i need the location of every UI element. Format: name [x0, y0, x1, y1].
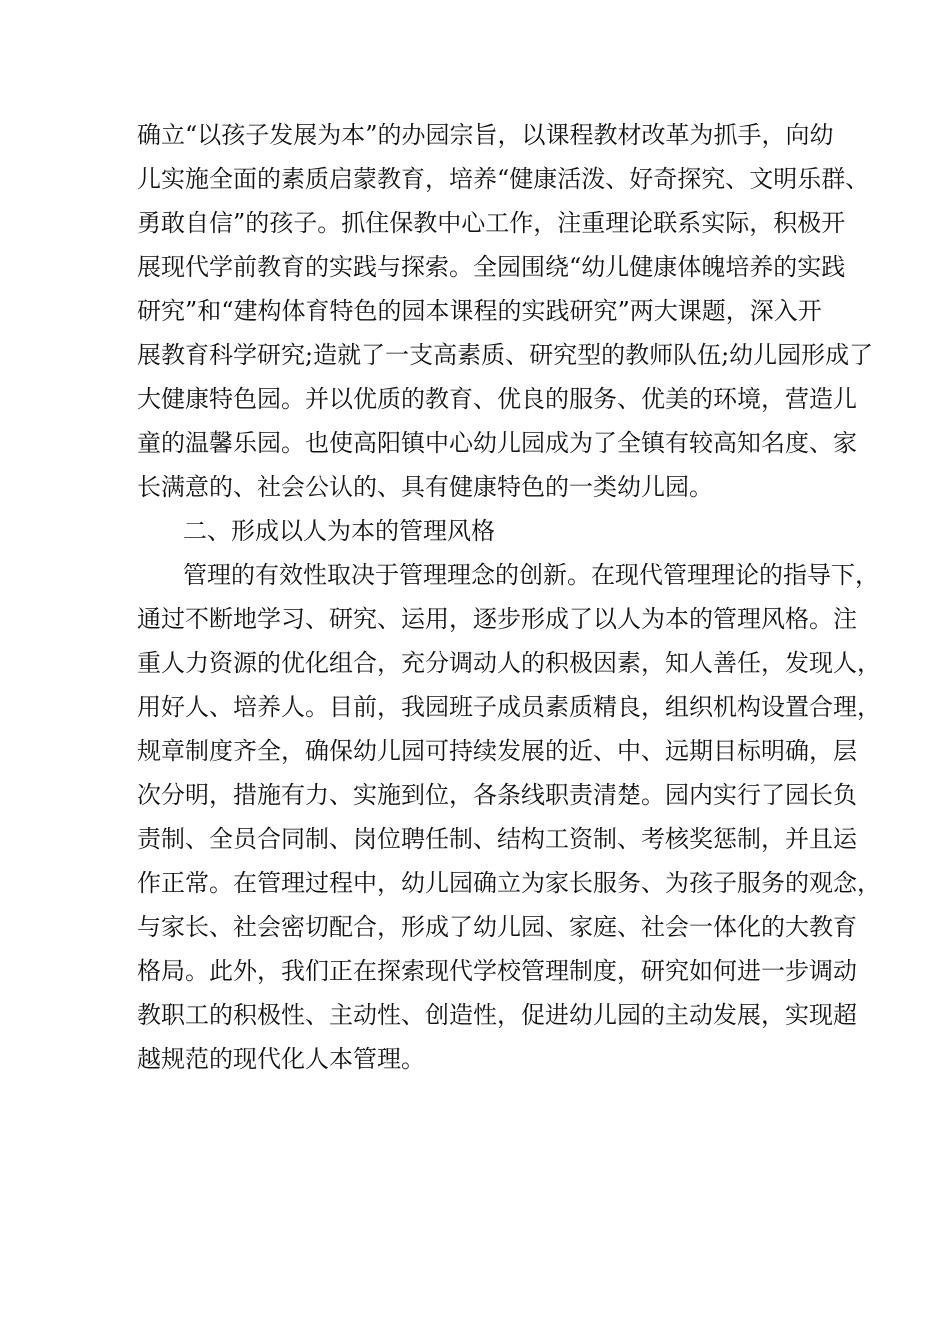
document-body — [137, 113, 881, 1081]
paragraph-line: 教职工的积极性、主动性、创造性，促进幼儿园的主动发展，实现超 — [137, 1001, 857, 1029]
paragraph-line: 展教育科学研究;造就了一支高素质、研究型的教师队伍;幼儿园形成了 — [137, 341, 874, 369]
section-heading: 二、形成以人为本的管理风格 — [183, 517, 495, 545]
paragraph-line: 大健康特色园。并以优质的教育、优良的服务、优美的环境，营造儿 — [137, 385, 857, 413]
paragraph-line: 越规范的现代化人本管理。 — [137, 1045, 425, 1073]
paragraph-line: 通过不断地学习、研究、运用，逐步形成了以人为本的管理风格。注 — [137, 605, 857, 633]
paragraph-line: 作正常。在管理过程中，幼儿园确立为家长服务、为孩子服务的观念， — [137, 869, 881, 897]
paragraph-line: 勇敢自信”的孩子。抓住保教中心工作，注重理论联系实际，积极开 — [137, 209, 846, 237]
paragraph-line: 格局。此外，我们正在探索现代学校管理制度，研究如何进一步调动 — [137, 957, 857, 985]
paragraph-line: 责制、全员合同制、岗位聘任制、结构工资制、考核奖惩制，并且运 — [137, 825, 857, 853]
paragraph-line: 研究”和“建构体育特色的园本课程的实践研究”两大课题，深入开 — [137, 297, 822, 325]
paragraph-line: 规章制度齐全，确保幼儿园可持续发展的近、中、远期目标明确，层 — [137, 737, 857, 765]
paragraph-line: 确立“以孩子发展为本”的办园宗旨，以课程教材改革为抓手，向幼 — [137, 121, 834, 149]
paragraph-1 — [137, 113, 874, 509]
paragraph-line: 重人力资源的优化组合，充分调动人的积极因素，知人善任，发现人， — [137, 649, 881, 677]
paragraph-line: 童的温馨乐园。也使高阳镇中心幼儿园成为了全镇有较高知名度、家 — [137, 429, 857, 457]
paragraph-line: 长满意的、社会公认的、具有健康特色的一类幼儿园。 — [137, 473, 713, 501]
paragraph-2 — [137, 553, 881, 1081]
paragraph-line: 管理的有效性取决于管理理念的创新。在现代管理理论的指导下， — [183, 561, 879, 589]
paragraph-line: 儿实施全面的素质启蒙教育，培养“健康活泼、好奇探究、文明乐群、 — [137, 165, 870, 193]
paragraph-line: 次分明，措施有力、实施到位，各条线职责清楚。园内实行了园长负 — [137, 781, 857, 809]
paragraph-line: 用好人、培养人。目前，我园班子成员素质精良，组织机构设置合理， — [137, 693, 881, 721]
paragraph-line: 与家长、社会密切配合，形成了幼儿园、家庭、社会一体化的大教育 — [137, 913, 857, 941]
paragraph-line: 展现代学前教育的实践与探索。全园围绕“幼儿健康体魄培养的实践 — [137, 253, 846, 281]
